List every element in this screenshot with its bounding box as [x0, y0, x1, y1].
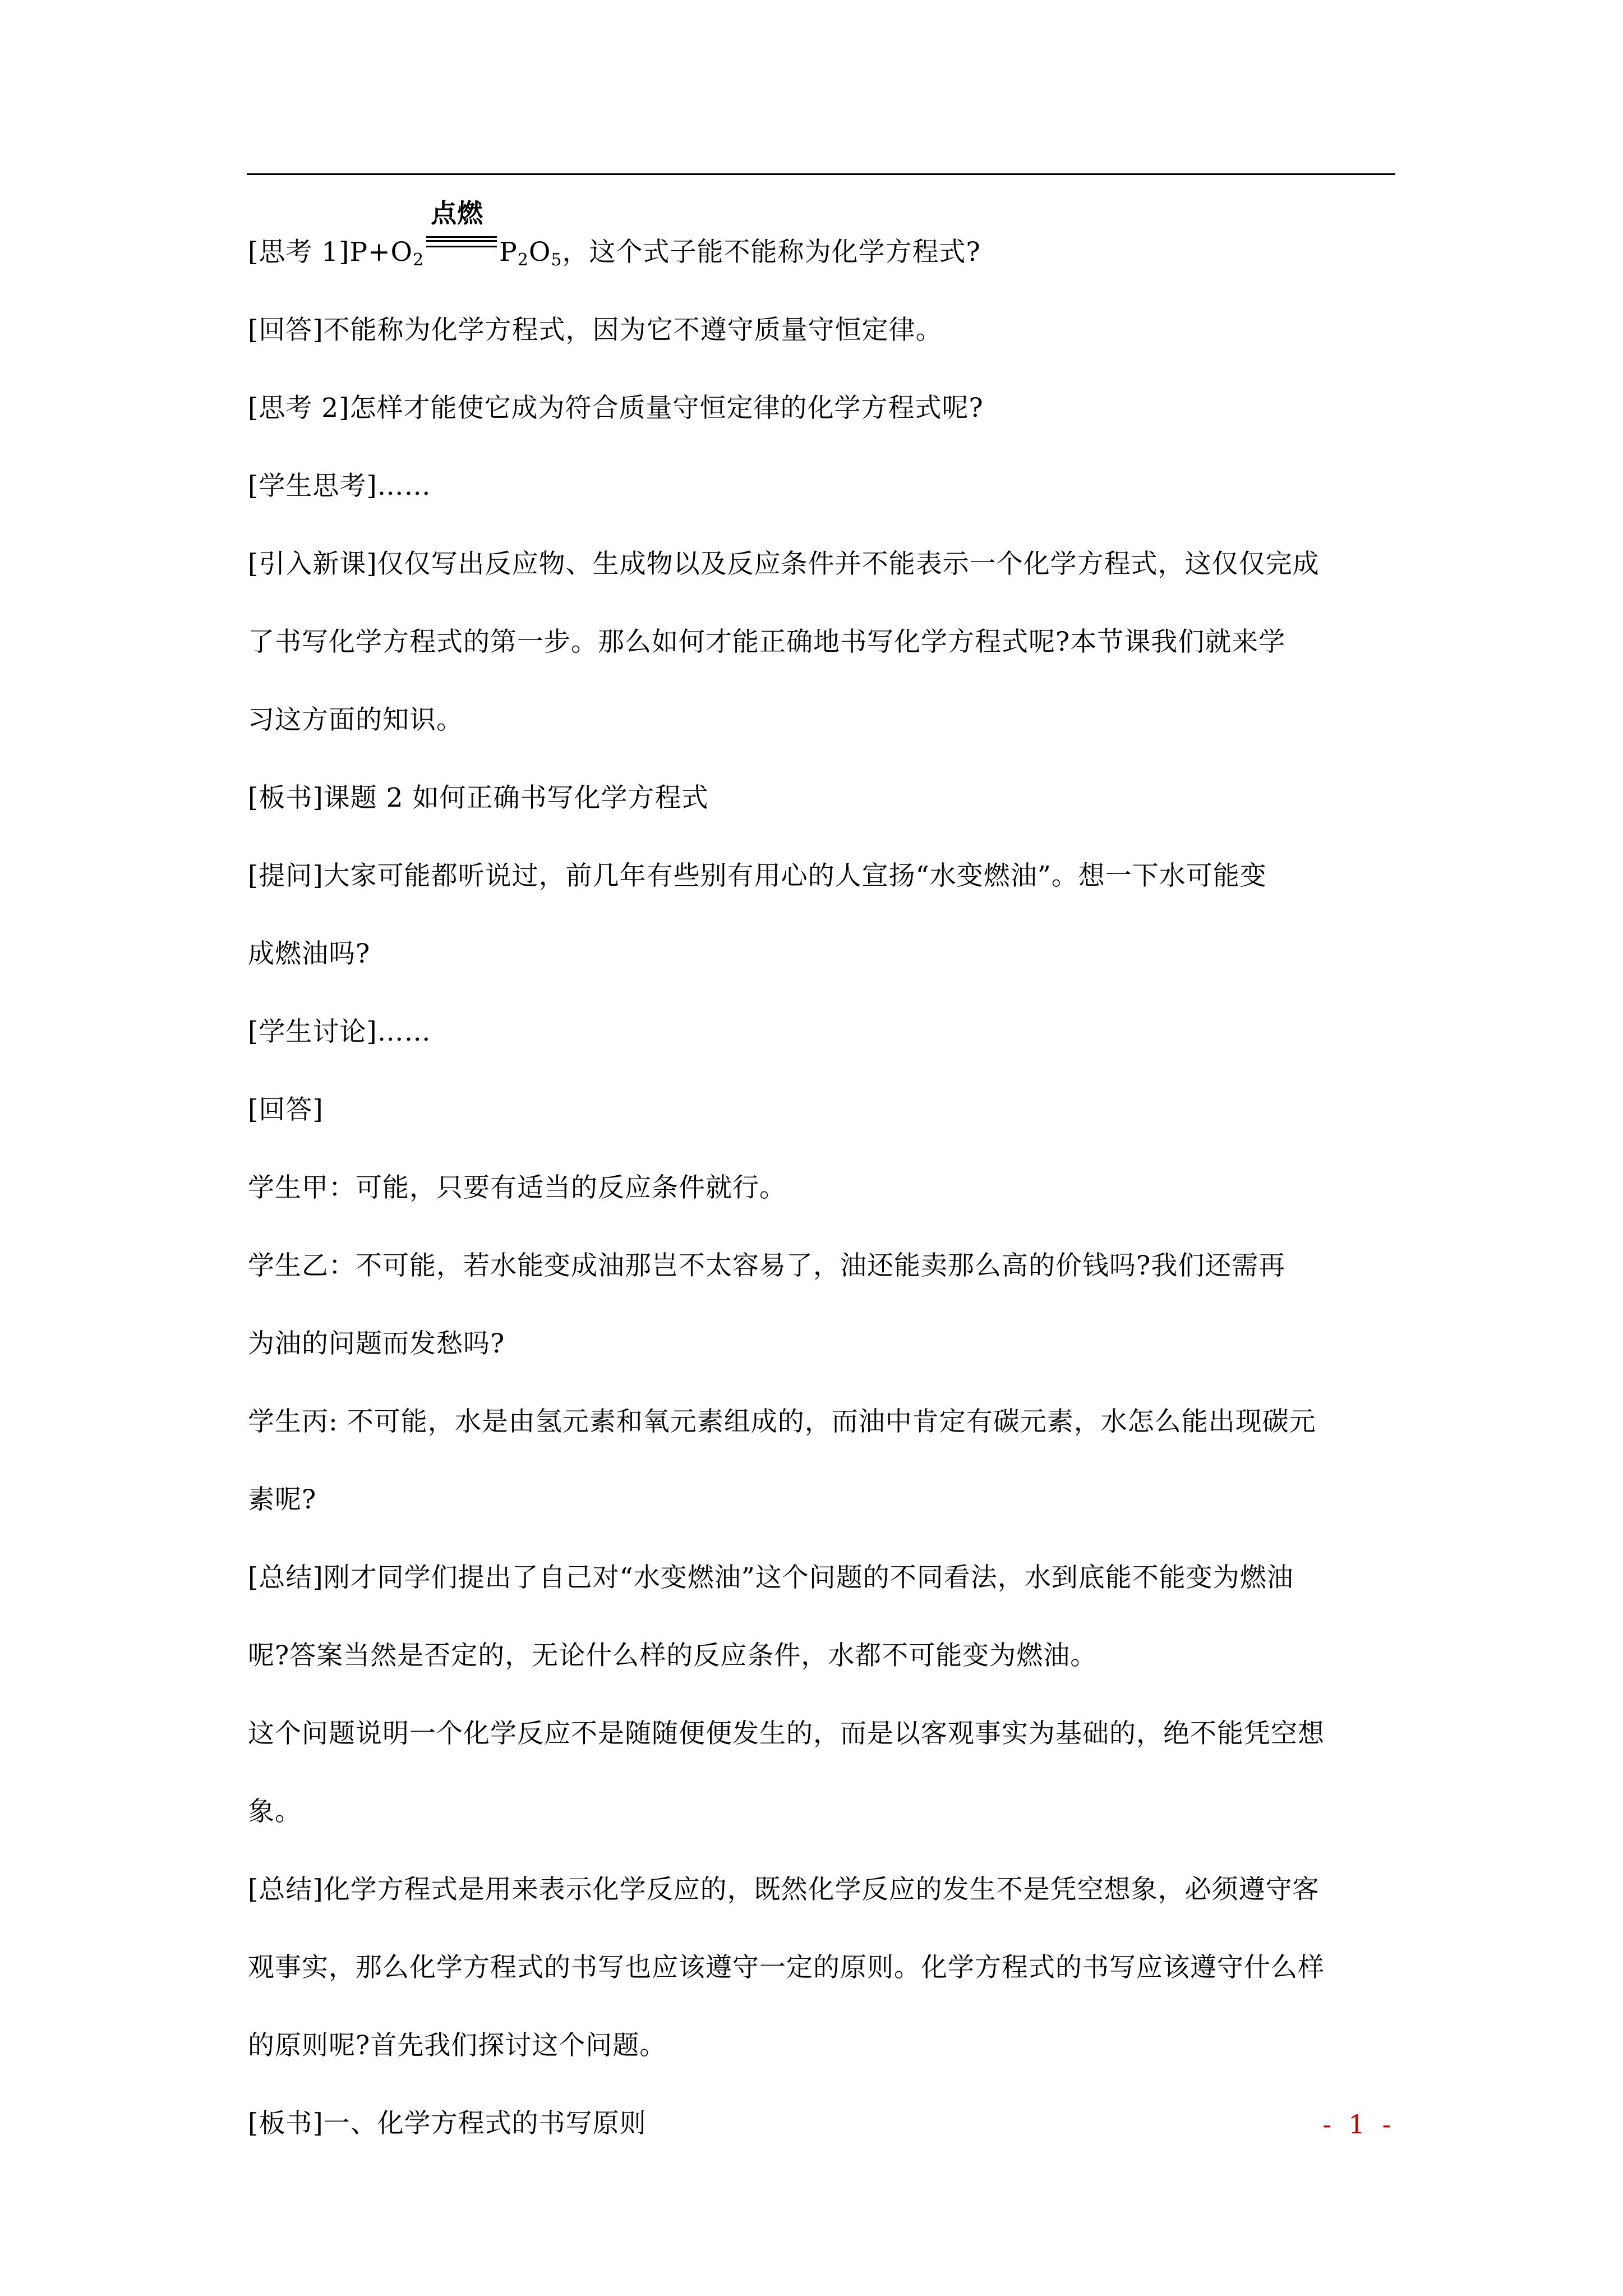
body-text: [248, 198, 1392, 2162]
equation-product-o-subscript: 5: [551, 250, 562, 270]
paragraph-line: 呢?答案当然是否定的，无论什么样的反应条件，水都不可能变为燃油。: [248, 1640, 1098, 1671]
paragraph-list: [248, 291, 1392, 2162]
equation-product-p: P: [499, 237, 518, 268]
paragraph-line: 的原则呢?首先我们探讨这个问题。: [248, 2030, 667, 2061]
paragraph-line: [板书]课题 2 如何正确书写化学方程式: [248, 783, 709, 813]
header-rule: [247, 173, 1395, 175]
paragraph-line: [总结]刚才同学们提出了自己对“水变燃油”这个问题的不同看法，水到底能不能变为燃油: [248, 1562, 1294, 1593]
paragraph-line: [回答]不能称为化学方程式，因为它不遵守质量守恒定律。: [248, 315, 943, 346]
paragraph-line: 学生丙: 不可能，水是由氢元素和氧元素组成的，而油中肯定有碳元素，水怎么能出现碳元: [248, 1406, 1316, 1437]
equation-product-p-subscript: 2: [517, 250, 529, 270]
paragraph-line: [学生思考]……: [248, 471, 431, 501]
paragraph-line: [总结]化学方程式是用来表示化学反应的，既然化学反应的发生不是凭空想象，必须遵守客: [248, 1874, 1320, 1905]
thinking-1-question: ，这个式子能不能称为化学方程式?: [562, 237, 981, 268]
equation-reactant: P+O: [349, 237, 413, 268]
paragraph-line: 象。: [248, 1796, 302, 1827]
reaction-arrow: [426, 198, 497, 257]
equation-product-o: O: [528, 237, 551, 268]
paragraph-line: 为油的问题而发愁吗?: [248, 1328, 505, 1359]
paragraph-line: [提问]大家可能都听说过，前几年有些别有用心的人宣扬“水变燃油”。想一下水可能变: [248, 861, 1267, 891]
paragraph-line: 学生乙：不可能，若水能变成油那岂不太容易了，油还能卖那么高的价钱吗?我们还需再: [248, 1250, 1286, 1281]
paragraph-line: 成燃油吗?: [248, 938, 371, 969]
paragraph-line: 观事实，那么化学方程式的书写也应该遵守一定的原则。化学方程式的书写应该遵守什么样: [248, 1952, 1325, 1983]
paragraph-line: [学生讨论]……: [248, 1016, 431, 1047]
equation-reactant-subscript: 2: [413, 250, 425, 270]
paragraph-line: [板书]一、化学方程式的书写原则: [248, 2108, 647, 2139]
paragraph-line: [思考 2]怎样才能使它成为符合质量守恒定律的化学方程式呢?: [248, 393, 984, 424]
thinking-1-line: [248, 198, 1392, 291]
paragraph-line: 了书写化学方程式的第一步。那么如何才能正确地书写化学方程式呢?本节课我们就来学: [248, 627, 1286, 657]
paragraph-line: 素呢?: [248, 1484, 317, 1515]
paragraph-line: 学生甲：可能，只要有适当的反应条件就行。: [248, 1172, 786, 1203]
paragraph-line: [回答]: [248, 1094, 324, 1125]
paragraph-line: 习这方面的知识。: [248, 705, 463, 735]
paragraph-line: [引入新课]仅仅写出反应物、生成物以及反应条件并不能表示一个化学方程式，这仅仅完成: [248, 549, 1320, 579]
equals-bars: [426, 236, 497, 247]
page-number: - 1 -: [1322, 2109, 1395, 2139]
reaction-condition: 点燃: [431, 198, 484, 228]
thinking-1-tag: [思考 1]: [248, 237, 350, 268]
paragraph-line: 这个问题说明一个化学反应不是随随便便发生的，而是以客观事实为基础的，绝不能凭空想: [248, 1718, 1325, 1749]
